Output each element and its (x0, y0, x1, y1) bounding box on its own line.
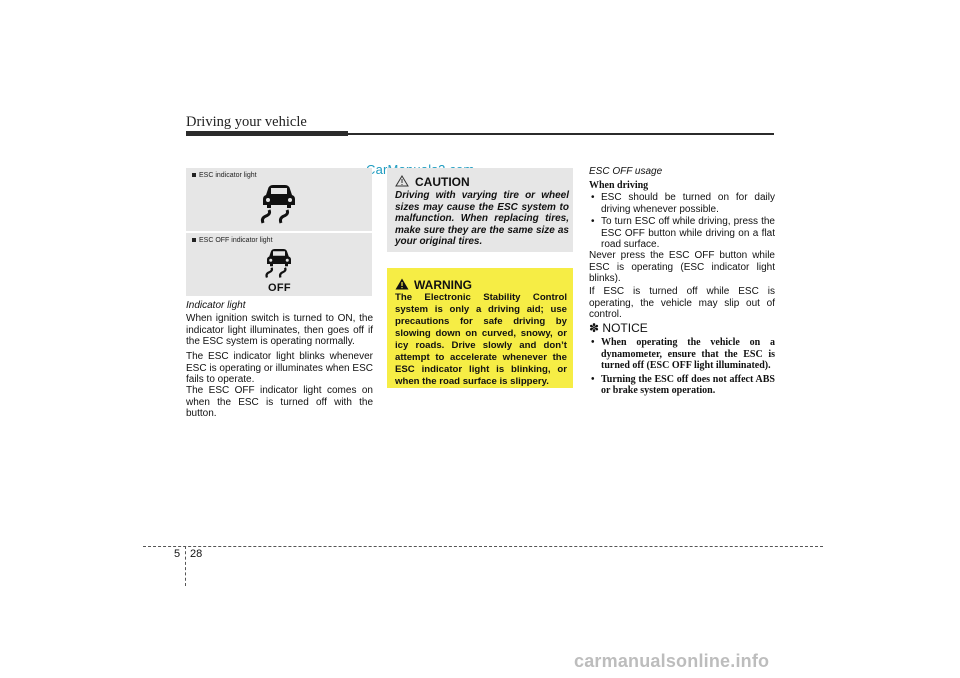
square-bullet-icon (192, 173, 196, 177)
indicator-paragraph-3: The ESC OFF indicator light comes on when the ESC is turned off with the button. (186, 385, 373, 419)
indicator-paragraph-1: When ignition switch is turned to ON, the indicator light illuminates, then goes off if the ESC system is operating normally. (186, 313, 373, 347)
footer-rule (143, 546, 823, 547)
chapter-number: 5 (174, 548, 181, 560)
list-item: • ESC should be turned on for daily driving whenever possible. (591, 192, 775, 215)
list-item: • To turn ESC off while driving, press the ESC OFF button while driving on a flat road surface. (591, 216, 775, 250)
caution-triangle-icon (395, 175, 409, 187)
indicator-light-heading: Indicator light (186, 300, 246, 311)
footer-vertical-rule (185, 546, 186, 586)
esc-indicator-panel (186, 168, 372, 231)
caution-text: Driving with varying tire or wheel sizes may cause the ESC system to malfunction. When replacing tires, make sure they are the same size as your original tires. (395, 190, 569, 247)
notice-star-icon: ✽ (589, 321, 600, 335)
esc-car-skid-icon (259, 183, 299, 227)
if-esc-off-paragraph: If ESC is turned off while ESC is operating, the vehicle may slip out of control. (589, 286, 775, 320)
page-header-title: Driving your vehicle (186, 114, 307, 130)
notice-title: NOTICE (602, 321, 648, 335)
warning-text: The Electronic Stability Control system is only a driving aid; use precautions for safe driving by slowing down on curved, snowy, or icy roads. Drive slowly and don’t attempt to accelerate whenever the ESC indicator light is blinking, or when the road surface is slippery. (395, 292, 567, 387)
bullet-dot-icon: • (591, 373, 595, 385)
indicator-paragraph-2: The ESC indicator light blinks whenever ESC is operating or illuminates when ESC fails to operate. (186, 351, 373, 385)
esc-off-usage-heading: ESC OFF usage (589, 166, 663, 177)
notice-list (589, 337, 775, 397)
never-press-paragraph: Never press the ESC OFF button while ESC is operating (ESC indicator light blinks). (589, 250, 775, 284)
driving-bullet-list (589, 192, 775, 251)
square-bullet-icon (192, 238, 196, 242)
bullet-dot-icon: • (591, 192, 595, 203)
caution-box (387, 168, 573, 252)
warning-triangle-icon (395, 278, 409, 290)
bullet-dot-icon: • (591, 216, 595, 227)
header-rule (348, 133, 774, 135)
header-bar (186, 131, 348, 136)
list-item: • Turning the ESC off does not affect ABS or brake system operation. (591, 373, 775, 396)
caution-title: CAUTION (415, 175, 470, 189)
esc-off-indicator-label: ESC OFF indicator light (199, 237, 273, 244)
warning-box (387, 268, 573, 388)
warning-title: WARNING (414, 278, 472, 292)
esc-indicator-label: ESC indicator light (199, 172, 257, 179)
notice-heading (589, 321, 648, 335)
page-number: 28 (190, 548, 203, 560)
esc-off-indicator-panel (186, 233, 372, 296)
when-driving-subheading: When driving (589, 180, 649, 191)
list-item: • When operating the vehicle on a dynamometer, ensure that the ESC is turned off (ESC OFF light illuminated). (591, 337, 775, 371)
watermark-bottom: carmanualsonline.info (574, 651, 770, 671)
bullet-dot-icon: • (591, 337, 595, 348)
off-label: OFF (268, 282, 291, 294)
esc-off-car-skid-icon (264, 247, 294, 281)
